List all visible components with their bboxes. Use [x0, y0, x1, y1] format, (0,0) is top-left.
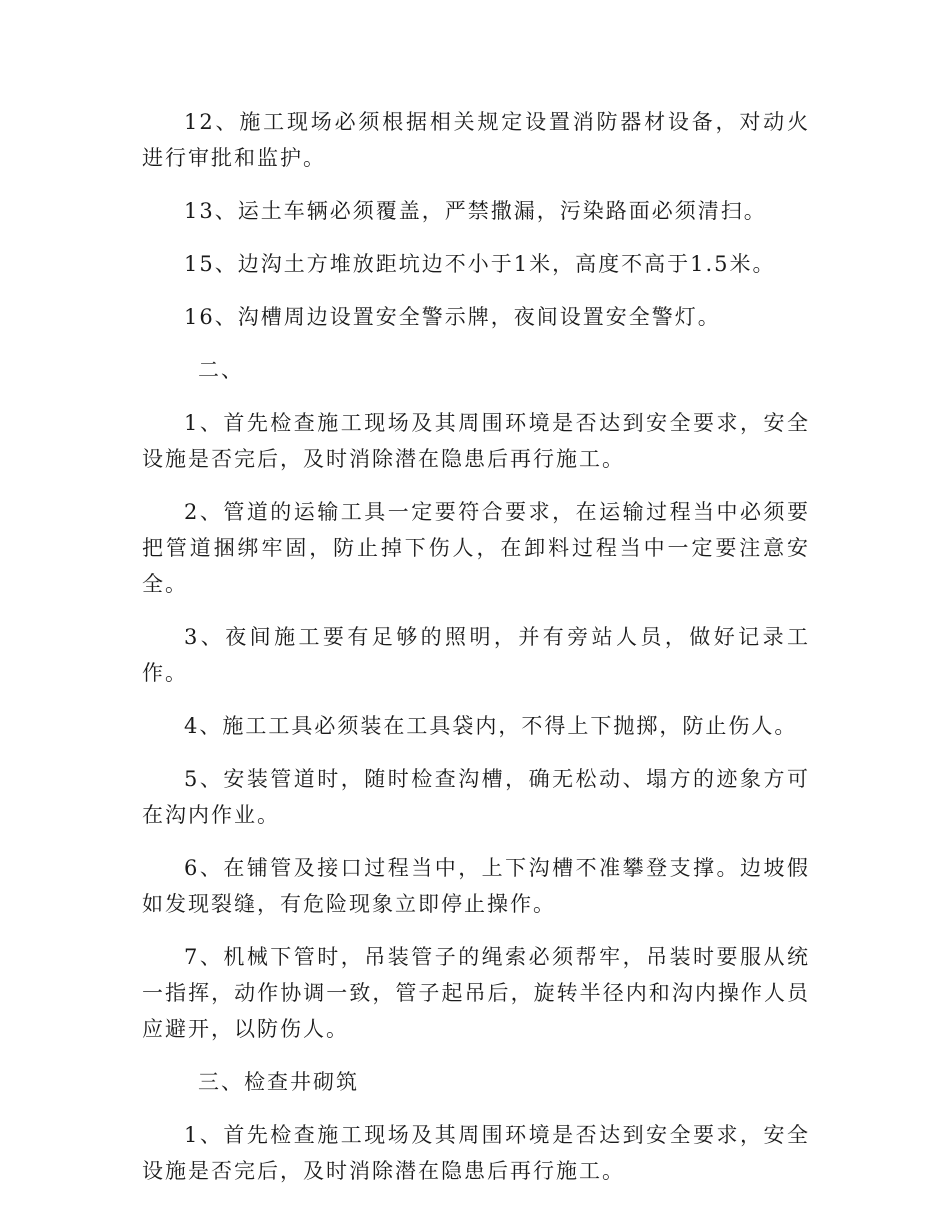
paragraph-item-5: 5、安装管道时，随时检查沟槽，确无松动、塌方的迹象方可在沟内作业。	[142, 767, 810, 827]
section-heading-three: 三、检查井砌筑	[198, 1070, 359, 1094]
paragraph-item-15: 15、边沟土方堆放距坑边不小于1米，高度不高于1.5米。	[184, 252, 776, 276]
paragraph-item-12: 12、施工现场必须根据相关规定设置消防器材设备，对动火进行审批和监护。	[142, 110, 810, 170]
paragraph-item-6: 6、在铺管及接口过程当中，上下沟槽不准攀登支撑。边坡假如发现裂缝，有危险现象立即停止操作。	[142, 856, 810, 916]
paragraph-item-4: 4、施工工具必须装在工具袋内，不得上下抛掷，防止伤人。	[184, 714, 798, 738]
document-body	[142, 104, 810, 1206]
paragraph-item-13: 13、运土车辆必须覆盖，严禁撒漏，污染路面必须清扫。	[184, 199, 767, 223]
paragraph-item-16: 16、沟槽周边设置安全警示牌，夜间设置安全警灯。	[184, 305, 721, 329]
paragraph-item-3: 3、夜间施工要有足够的照明，并有旁站人员，做好记录工作。	[142, 625, 810, 685]
section-heading-two: 二、	[198, 358, 244, 382]
paragraph-item-1-section-three: 1、首先检查施工现场及其周围环境是否达到安全要求，安全设施是否完后，及时消除潜在隐患后再行施工。	[142, 1123, 810, 1183]
paragraph-item-1: 1、首先检查施工现场及其周围环境是否达到安全要求，安全设施是否完后，及时消除潜在隐患后再行施工。	[142, 411, 810, 471]
paragraph-item-2: 2、管道的运输工具一定要符合要求，在运输过程当中必须要把管道捆绑牢固，防止掉下伤人，在卸料过程当中一定要注意安全。	[142, 500, 810, 596]
paragraph-item-7: 7、机械下管时，吊装管子的绳索必须帮牢，吊装时要服从统一指挥，动作协调一致，管子起吊后，旋转半径内和沟内操作人员应避开，以防伤人。	[142, 945, 810, 1041]
